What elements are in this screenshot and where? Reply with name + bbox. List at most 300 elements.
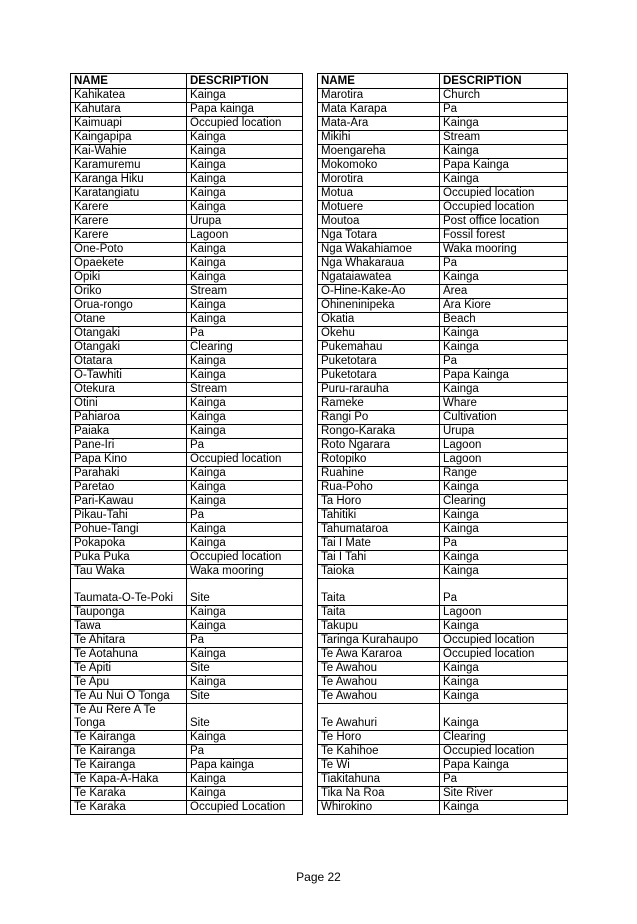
table-row <box>318 411 568 425</box>
place-name-cell: Pukemahau <box>318 341 440 355</box>
table-row <box>71 704 303 731</box>
table-row <box>318 745 568 759</box>
place-name-cell: Karere <box>71 229 187 243</box>
place-description-cell: Kainga <box>187 537 303 551</box>
table-row <box>71 355 303 369</box>
table-row <box>318 271 568 285</box>
place-name-cell: Rameke <box>318 397 440 411</box>
place-description-cell: Papa kainga <box>187 759 303 773</box>
place-name-cell: Papa Kino <box>71 453 187 467</box>
place-description-cell: Kainga <box>440 565 568 579</box>
place-description-cell: Kainga <box>187 467 303 481</box>
left-place-names-table <box>70 73 303 815</box>
right-place-names-table <box>317 73 568 815</box>
place-description-cell: Pa <box>440 355 568 369</box>
table-row <box>71 285 303 299</box>
place-name-cell: Karere <box>71 201 187 215</box>
place-name-cell: Te Au Nui O Tonga <box>71 690 187 704</box>
table-row <box>71 690 303 704</box>
place-name-cell: Moengareha <box>318 145 440 159</box>
place-description-cell: Ara Kiore <box>440 299 568 313</box>
place-name-cell: Te Kairanga <box>71 759 187 773</box>
table-row <box>71 159 303 173</box>
table-row <box>71 731 303 745</box>
place-description-cell: Occupied location <box>440 648 568 662</box>
place-description-cell: Occupied location <box>187 551 303 565</box>
place-description-cell: Lagoon <box>440 453 568 467</box>
place-description-cell: Kainga <box>440 117 568 131</box>
place-name-cell: Mokomoko <box>318 159 440 173</box>
place-name-cell: Nga Wakahiamoe <box>318 243 440 257</box>
table-row <box>318 565 568 579</box>
place-name-cell: Motua <box>318 187 440 201</box>
place-name-cell: Pikau-Tahi <box>71 509 187 523</box>
place-description-cell: Stream <box>187 383 303 397</box>
table-row <box>71 89 303 103</box>
place-name-cell: Rangi Po <box>318 411 440 425</box>
place-name-cell: Puru-rarauha <box>318 383 440 397</box>
place-description-cell: Kainga <box>440 551 568 565</box>
place-description-cell: Kainga <box>187 89 303 103</box>
place-description-cell: Fossil forest <box>440 229 568 243</box>
table-row <box>318 327 568 341</box>
table-row <box>318 243 568 257</box>
place-description-cell: Clearing <box>187 341 303 355</box>
place-description-cell: Kainga <box>440 690 568 704</box>
place-description-cell: Kainga <box>440 145 568 159</box>
place-name-cell: Kahikatea <box>71 89 187 103</box>
table-row <box>318 383 568 397</box>
table-row <box>318 257 568 271</box>
place-description-cell: Kainga <box>440 704 568 731</box>
place-description-cell: Papa kainga <box>187 103 303 117</box>
table-row <box>318 313 568 327</box>
table-row <box>71 495 303 509</box>
place-description-cell: Kainga <box>187 187 303 201</box>
table-row <box>71 745 303 759</box>
place-name-cell: Mikihi <box>318 131 440 145</box>
place-description-cell: Kainga <box>187 606 303 620</box>
place-description-cell: Kainga <box>440 271 568 285</box>
table-row <box>318 355 568 369</box>
place-name-cell: Te Kapa-A-Haka <box>71 773 187 787</box>
table-header-row <box>318 74 568 89</box>
table-row <box>71 481 303 495</box>
table-row <box>318 537 568 551</box>
table-row <box>318 89 568 103</box>
place-name-cell: Rotopiko <box>318 453 440 467</box>
table-row <box>318 145 568 159</box>
place-description-cell: Kainga <box>440 509 568 523</box>
place-name-cell: Te Aotahuna <box>71 648 187 662</box>
table-row <box>318 131 568 145</box>
table-row <box>318 173 568 187</box>
place-name-cell: Oriko <box>71 285 187 299</box>
table-row <box>318 523 568 537</box>
place-name-cell: Otini <box>71 397 187 411</box>
table-row <box>71 787 303 801</box>
place-name-cell: Otatara <box>71 355 187 369</box>
place-description-cell: Pa <box>440 103 568 117</box>
place-description-cell: Kainga <box>187 648 303 662</box>
place-name-cell: Okatia <box>318 313 440 327</box>
table-row <box>318 579 568 606</box>
place-name-cell: Kaingapipa <box>71 131 187 145</box>
place-name-cell: Paretao <box>71 481 187 495</box>
place-name-cell: Te Awa Kararoa <box>318 648 440 662</box>
table-row <box>71 229 303 243</box>
place-description-cell: Kainga <box>187 313 303 327</box>
table-row <box>71 648 303 662</box>
place-description-cell: Kainga <box>440 173 568 187</box>
place-name-cell: Moutoa <box>318 215 440 229</box>
place-name-cell: Te Wi <box>318 759 440 773</box>
table-row <box>71 606 303 620</box>
place-description-cell: Kainga <box>440 523 568 537</box>
place-description-cell: Kainga <box>187 773 303 787</box>
table-row <box>318 787 568 801</box>
place-description-cell: Clearing <box>440 495 568 509</box>
place-description-cell: Kainga <box>187 731 303 745</box>
place-description-cell: Pa <box>187 745 303 759</box>
table-row <box>318 201 568 215</box>
table-row <box>318 425 568 439</box>
place-name-cell: Taioka <box>318 565 440 579</box>
place-description-cell: Kainga <box>440 327 568 341</box>
place-name-cell: Opiki <box>71 271 187 285</box>
table-row <box>71 634 303 648</box>
table-row <box>318 187 568 201</box>
place-name-cell: Ohineninipeka <box>318 299 440 313</box>
table-row <box>318 731 568 745</box>
place-description-cell: Site <box>187 690 303 704</box>
place-description-cell: Kainga <box>440 801 568 815</box>
place-name-cell: Te Apu <box>71 676 187 690</box>
table-row <box>318 606 568 620</box>
table-row <box>318 159 568 173</box>
place-description-cell: Range <box>440 467 568 481</box>
place-name-cell: Taita <box>318 579 440 606</box>
table-row <box>71 537 303 551</box>
place-name-cell: Rongo-Karaka <box>318 425 440 439</box>
table-row <box>318 690 568 704</box>
place-description-cell: Papa Kainga <box>440 159 568 173</box>
table-row <box>318 341 568 355</box>
table-row <box>71 439 303 453</box>
place-name-cell: Pari-Kawau <box>71 495 187 509</box>
place-description-cell: Site River <box>440 787 568 801</box>
place-name-cell: Te Apiti <box>71 662 187 676</box>
place-name-cell: Tahitiki <box>318 509 440 523</box>
place-name-cell: Tawa <box>71 620 187 634</box>
place-description-cell: Kainga <box>440 620 568 634</box>
place-description-cell: Kainga <box>187 495 303 509</box>
place-description-cell: Kainga <box>187 620 303 634</box>
table-row <box>318 634 568 648</box>
table-row <box>71 565 303 579</box>
table-row <box>71 299 303 313</box>
place-name-cell: Parahaki <box>71 467 187 481</box>
table-row <box>318 453 568 467</box>
left-table-body <box>71 89 303 815</box>
place-name-cell: Mata Karapa <box>318 103 440 117</box>
place-description-cell: Church <box>440 89 568 103</box>
place-name-cell: Ruahine <box>318 467 440 481</box>
place-name-cell: Te Awahou <box>318 662 440 676</box>
place-name-cell: O-Hine-Kake-Ao <box>318 285 440 299</box>
place-name-cell: Puketotara <box>318 355 440 369</box>
place-description-cell: Lagoon <box>187 229 303 243</box>
table-row <box>318 215 568 229</box>
table-row <box>318 103 568 117</box>
place-name-cell: Taita <box>318 606 440 620</box>
place-name-cell: One-Poto <box>71 243 187 257</box>
place-name-cell: Kahutara <box>71 103 187 117</box>
place-description-cell: Site <box>187 704 303 731</box>
place-description-cell: Pa <box>187 439 303 453</box>
place-description-cell: Kainga <box>440 481 568 495</box>
table-row <box>318 229 568 243</box>
place-description-cell: Urupa <box>187 215 303 229</box>
place-name-cell: Tika Na Roa <box>318 787 440 801</box>
place-description-cell: Kainga <box>187 271 303 285</box>
table-row <box>318 676 568 690</box>
table-row <box>71 341 303 355</box>
place-description-cell: Stream <box>187 285 303 299</box>
place-name-cell: Taumata-O-Te-Poki <box>71 579 187 606</box>
place-description-cell: Site <box>187 579 303 606</box>
table-row <box>71 676 303 690</box>
place-description-cell: Papa Kainga <box>440 759 568 773</box>
table-row <box>318 467 568 481</box>
place-name-cell: Tauponga <box>71 606 187 620</box>
place-name-cell: Paiaka <box>71 425 187 439</box>
table-row <box>71 215 303 229</box>
table-row <box>71 187 303 201</box>
description-column-header: DESCRIPTION <box>187 74 303 89</box>
place-name-cell: Karatangiatu <box>71 187 187 201</box>
table-row <box>71 801 303 815</box>
place-name-cell: Te Kahihoe <box>318 745 440 759</box>
place-description-cell: Kainga <box>187 257 303 271</box>
table-row <box>71 369 303 383</box>
place-description-cell: Occupied location <box>187 117 303 131</box>
place-name-cell: Kaimuapi <box>71 117 187 131</box>
place-name-cell: Ta Horo <box>318 495 440 509</box>
place-name-cell: Otangaki <box>71 341 187 355</box>
place-name-cell: Otekura <box>71 383 187 397</box>
place-name-cell: Te Horo <box>318 731 440 745</box>
table-row <box>318 439 568 453</box>
place-description-cell: Kainga <box>187 131 303 145</box>
table-row <box>318 773 568 787</box>
description-column-header: DESCRIPTION <box>440 74 568 89</box>
table-row <box>71 257 303 271</box>
place-name-cell: Karamuremu <box>71 159 187 173</box>
place-description-cell: Area <box>440 285 568 299</box>
place-description-cell: Kainga <box>440 662 568 676</box>
table-row <box>71 509 303 523</box>
table-row <box>71 313 303 327</box>
place-description-cell: Kainga <box>187 355 303 369</box>
table-row <box>71 103 303 117</box>
place-name-cell: Opaekete <box>71 257 187 271</box>
place-description-cell: Pa <box>440 537 568 551</box>
place-name-cell: Pahiaroa <box>71 411 187 425</box>
place-description-cell: Lagoon <box>440 439 568 453</box>
table-row <box>71 620 303 634</box>
place-name-cell: Puka Puka <box>71 551 187 565</box>
place-name-cell: Pane-Iri <box>71 439 187 453</box>
place-name-cell: Karanga Hiku <box>71 173 187 187</box>
place-name-cell: O-Tawhiti <box>71 369 187 383</box>
table-row <box>318 551 568 565</box>
place-description-cell: Kainga <box>187 145 303 159</box>
place-name-cell: Okehu <box>318 327 440 341</box>
place-name-cell: Roto Ngarara <box>318 439 440 453</box>
place-description-cell: Pa <box>187 509 303 523</box>
table-row <box>318 285 568 299</box>
place-description-cell: Waka mooring <box>187 565 303 579</box>
table-row <box>71 271 303 285</box>
place-name-cell: Te Ahitara <box>71 634 187 648</box>
place-name-cell: Marotira <box>318 89 440 103</box>
place-description-cell: Pa <box>187 327 303 341</box>
table-row <box>71 467 303 481</box>
table-row <box>71 145 303 159</box>
place-description-cell: Kainga <box>187 425 303 439</box>
place-name-cell: Te Awahou <box>318 676 440 690</box>
place-description-cell: Cultivation <box>440 411 568 425</box>
place-name-cell: Morotira <box>318 173 440 187</box>
table-row <box>318 299 568 313</box>
page-number: Page 22 <box>296 870 341 884</box>
place-description-cell: Kainga <box>187 173 303 187</box>
table-row <box>71 201 303 215</box>
table-row <box>318 704 568 731</box>
place-name-cell: Te Kairanga <box>71 745 187 759</box>
right-table-body <box>318 89 568 815</box>
table-row <box>318 662 568 676</box>
place-name-cell: Takupu <box>318 620 440 634</box>
place-name-cell: Motuere <box>318 201 440 215</box>
place-description-cell: Papa Kainga <box>440 369 568 383</box>
place-description-cell: Occupied location <box>440 634 568 648</box>
table-row <box>71 425 303 439</box>
place-description-cell: Waka mooring <box>440 243 568 257</box>
place-description-cell: Lagoon <box>440 606 568 620</box>
place-name-cell: Te Awahuri <box>318 704 440 731</box>
table-row <box>318 495 568 509</box>
table-row <box>71 411 303 425</box>
place-description-cell: Kainga <box>440 676 568 690</box>
place-description-cell: Site <box>187 662 303 676</box>
place-name-cell: Te Karaka <box>71 801 187 815</box>
table-row <box>318 801 568 815</box>
place-name-cell: Otangaki <box>71 327 187 341</box>
table-row <box>318 759 568 773</box>
place-description-cell: Clearing <box>440 731 568 745</box>
place-description-cell: Kainga <box>187 369 303 383</box>
place-name-cell: Pokapoka <box>71 537 187 551</box>
table-row <box>71 173 303 187</box>
place-description-cell: Occupied location <box>440 745 568 759</box>
place-description-cell: Pa <box>440 579 568 606</box>
place-description-cell: Urupa <box>440 425 568 439</box>
place-description-cell: Occupied location <box>440 201 568 215</box>
place-description-cell: Occupied location <box>440 187 568 201</box>
place-description-cell: Kainga <box>187 523 303 537</box>
place-name-cell: Te Kairanga <box>71 731 187 745</box>
place-description-cell: Pa <box>187 634 303 648</box>
place-description-cell: Kainga <box>187 243 303 257</box>
place-name-cell: Orua-rongo <box>71 299 187 313</box>
table-row <box>71 579 303 606</box>
table-row <box>71 523 303 537</box>
place-description-cell: Kainga <box>187 481 303 495</box>
table-row <box>318 648 568 662</box>
place-name-cell: Kai-Wahie <box>71 145 187 159</box>
name-column-header: NAME <box>71 74 187 89</box>
place-name-cell: Otane <box>71 313 187 327</box>
place-description-cell: Beach <box>440 313 568 327</box>
place-name-cell: Tai I Tahi <box>318 551 440 565</box>
place-name-cell: Tau Waka <box>71 565 187 579</box>
table-row <box>71 383 303 397</box>
place-name-cell: Ngataiawatea <box>318 271 440 285</box>
table-row <box>71 759 303 773</box>
table-row <box>71 773 303 787</box>
place-name-cell: Tiakitahuna <box>318 773 440 787</box>
place-name-cell: Te Awahou <box>318 690 440 704</box>
table-row <box>318 481 568 495</box>
place-name-cell: Te Au Rere A Te Tonga <box>71 704 187 731</box>
place-description-cell: Kainga <box>187 676 303 690</box>
table-header-row <box>71 74 303 89</box>
place-name-cell: Nga Whakaraua <box>318 257 440 271</box>
place-description-cell: Kainga <box>187 159 303 173</box>
place-description-cell: Kainga <box>187 201 303 215</box>
place-description-cell: Kainga <box>187 299 303 313</box>
table-row <box>71 453 303 467</box>
place-name-cell: Karere <box>71 215 187 229</box>
place-description-cell: Whare <box>440 397 568 411</box>
place-name-cell: Tai I Mate <box>318 537 440 551</box>
table-row <box>71 131 303 145</box>
name-column-header: NAME <box>318 74 440 89</box>
place-description-cell: Pa <box>440 257 568 271</box>
place-name-cell: Puketotara <box>318 369 440 383</box>
place-name-cell: Tahumataroa <box>318 523 440 537</box>
table-row <box>318 117 568 131</box>
place-name-cell: Pohue-Tangi <box>71 523 187 537</box>
place-description-cell: Stream <box>440 131 568 145</box>
place-description-cell: Kainga <box>187 411 303 425</box>
place-name-cell: Te Karaka <box>71 787 187 801</box>
place-name-cell: Rua-Poho <box>318 481 440 495</box>
place-name-cell: Whirokino <box>318 801 440 815</box>
table-row <box>71 397 303 411</box>
place-description-cell: Pa <box>440 773 568 787</box>
place-description-cell: Kainga <box>187 397 303 411</box>
table-row <box>318 509 568 523</box>
table-row <box>318 369 568 383</box>
place-description-cell: Post office location <box>440 215 568 229</box>
place-name-cell: Taringa Kurahaupo <box>318 634 440 648</box>
table-row <box>71 662 303 676</box>
place-name-cell: Nga Totara <box>318 229 440 243</box>
table-row <box>71 551 303 565</box>
